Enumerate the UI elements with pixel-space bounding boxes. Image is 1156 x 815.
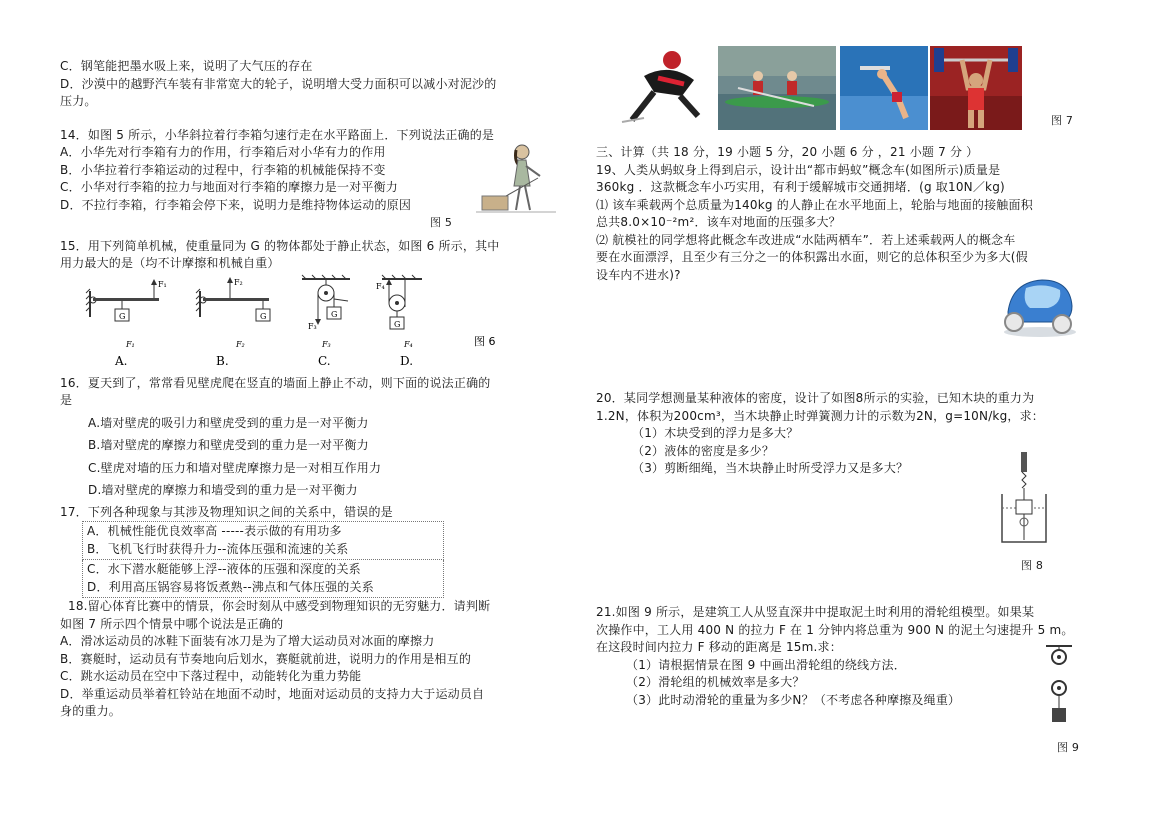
diver-photo xyxy=(840,46,928,130)
q21-block xyxy=(596,604,1096,709)
q14-option-a: A．小华先对行李箱有力的作用，行李箱后对小华有力的作用 xyxy=(60,145,386,159)
figure-9-caption: 图 9 xyxy=(1057,741,1080,754)
q15-option-d: D. xyxy=(400,353,414,368)
q17-option-d: D．利用高压锅容易将饭煮熟--沸点和气体压强的关系 xyxy=(87,579,374,594)
q16-option-a: A.墙对壁虎的吸引力和壁虎受到的重力是一对平衡力 xyxy=(88,415,369,430)
q14-stem: 14．如图 5 所示，小华斜拉着行李箱匀速行走在水平路面上．下列说法正确的是 xyxy=(60,127,495,142)
girl-with-luggage-illustration xyxy=(476,140,558,216)
right-column xyxy=(596,0,1096,815)
pulley-3-icon xyxy=(302,275,350,325)
q15-option-a: A. xyxy=(115,353,128,368)
g2-label: G xyxy=(260,311,267,321)
q19-stem: 19、人类从蚂蚁身上得到启示，设计出“都市蚂蚁”概念车(如图所示)质量是 xyxy=(596,162,1001,177)
figure-8-caption: 图 8 xyxy=(1021,559,1044,572)
f1-label: F₁ xyxy=(158,279,167,289)
q21-stem-cont: 次操作中，工人用 400 N 的拉力 F 在 1 分钟内将总重为 900 N 的泥土匀速提升 5 m。 xyxy=(596,622,1074,637)
q16-option-c: C.壁虎对墙的压力和墙对壁虎摩擦力是一对相互作用力 xyxy=(88,460,382,475)
q17-option-c: C．水下潜水艇能够上浮--液体的压强和深度的关系 xyxy=(87,562,361,576)
q21-sub-2: （2）滑轮组的机械效率是多大？ xyxy=(626,675,805,689)
f3-label: F₃ xyxy=(308,321,317,331)
q18-option-c: C．跳水运动员在空中下落过程中，动能转化为重力势能 xyxy=(60,669,362,683)
g3-label: G xyxy=(331,309,338,319)
q21-stem: 21.如图 9 所示，是建筑工人从竖直深井中提取泥土时利用的滑轮组模型。如果某 xyxy=(596,605,1035,619)
q15-option-b: B. xyxy=(216,353,229,368)
q19-sub-2: ⑵ 航模社的同学想将此概念车改进成“水陆两栖车”．若上述乘载两人的概念车 xyxy=(596,232,1016,247)
figure-6 xyxy=(60,273,560,369)
pulley-4-icon xyxy=(382,275,422,329)
q15-stem: 15．用下列简单机械，使重量同为 G 的物体都处于静止状态，如图 6 所示，其中 xyxy=(60,238,500,253)
q20-sub-1: （1）木块受到的浮力是多大？ xyxy=(632,426,799,440)
q17-box-1 xyxy=(82,521,444,560)
figure-6-caption: 图 6 xyxy=(474,334,496,348)
q14-option-d: D．不拉行李箱，行李箱会停下来，说明力是维持物体运动的原因 xyxy=(60,197,412,212)
q13-option-d-cont: 压力。 xyxy=(60,94,97,108)
f2-label: F₂ xyxy=(234,277,243,287)
q18-option-d-cont: 身的重力。 xyxy=(60,704,122,718)
figure-7-caption: 图 7 xyxy=(1051,114,1074,127)
q15-stem-cont: 用力最大的是（均不计摩擦和机械自重） xyxy=(60,256,280,270)
q18-option-a: A．滑冰运动员的冰鞋下面装有冰刀是为了增大运动员对冰面的摩擦力 xyxy=(60,634,435,648)
q18-option-d: D．举重运动员举着杠铃站在地面不动时，地面对运动员的支持力大于运动员自 xyxy=(60,686,485,701)
q18-stem: 18.留心体育比赛中的情景，你会时刻从中感受到物理知识的无穷魅力．请判断 xyxy=(68,599,491,613)
lever-2-icon xyxy=(196,277,270,321)
q19-sub-2-cont2: 设车内不进水)? xyxy=(596,267,681,282)
q20-stem: 20．某同学想测量某种液体的密度，设计了如图8所示的实验，已知木块的重力为 xyxy=(596,391,1035,405)
q16-stem-cont: 是 xyxy=(60,393,73,407)
q19-sub-1: ⑴ 该车乘载两个总质量为140kg 的人静止在水平地面上，轮胎与地面的接触面积 xyxy=(596,197,1033,212)
q15-option-c: C. xyxy=(318,353,331,368)
q14-option-b: B．小华拉着行李箱运动的过程中，行李箱的机械能保持不变 xyxy=(60,162,386,177)
q19-stem-cont: 360kg ．这款概念车小巧实用，有利于缓解城市交通拥堵．(g 取10N／kg) xyxy=(596,180,1005,194)
speed-skater-photo xyxy=(614,46,714,130)
f1-caption: F₁ xyxy=(126,339,135,349)
simple-machines-diagram xyxy=(60,273,560,369)
q14-option-c: C．小华对行李箱的拉力与地面对行李箱的摩擦力是一对平衡力 xyxy=(60,180,398,194)
q17-option-a: A．机械性能优良效率高 -----表示做的有用功多 xyxy=(87,524,342,538)
q13-option-d: D．沙漠中的越野汽车装有非常宽大的轮子，说明增大受力面积可以减小对泥沙的 xyxy=(60,76,497,91)
q18-option-b: B．赛艇时，运动员有节奏地向后划水，赛艇就前进，说明力的作用是相互的 xyxy=(60,651,472,666)
q17-box-2 xyxy=(82,560,444,598)
q16-stem: 16．夏天到了，常常看见壁虎爬在竖直的墙面上静止不动，则下面的说法正确的 xyxy=(60,375,491,390)
q16-option-b: B.墙对壁虎的摩擦力和壁虎受到的重力是一对平衡力 xyxy=(88,438,369,452)
q21-sub-3: （3）此时动滑轮的重量为多少N？（不考虑各种摩擦及绳重） xyxy=(626,692,961,707)
calculation-section xyxy=(596,144,1096,284)
f4-label: F₄ xyxy=(376,281,385,291)
concept-car-image xyxy=(996,272,1080,340)
q16-option-d: D.墙对壁虎的摩擦力和墙受到的重力是一对平衡力 xyxy=(88,483,358,497)
f3-caption: F₃ xyxy=(322,339,331,349)
figure-5-caption: 图 5 xyxy=(430,216,453,229)
q17-stem: 17．下列各种现象与其涉及物理知识之间的关系中，错误的是 xyxy=(60,504,393,519)
q21-stem-cont2: 在这段时间内拉力 F 移动的距离是 15m.求： xyxy=(596,640,842,654)
g4-label: G xyxy=(394,319,401,329)
rowing-photo xyxy=(718,46,836,130)
section-3-heading: 三、计算（共 18 分，19 小题 5 分，20 小题 6 分 ，21 小题 7 分 ） xyxy=(596,145,979,159)
f2-caption: F₂ xyxy=(236,339,245,349)
q18-stem-cont: 如图 7 所示四个情景中哪个说法是正确的 xyxy=(60,616,284,631)
q20-sub-2: （2）液体的密度是多少？ xyxy=(632,443,775,458)
q17-option-b: B．飞机飞行时获得升力--流体压强和流速的关系 xyxy=(87,541,349,556)
q13-option-c: C．钢笔能把墨水吸上来，说明了大气压的存在 xyxy=(60,59,313,73)
q20-sub-3: （3）剪断细绳，当木块静止时所受浮力又是多大？ xyxy=(632,461,909,475)
g1-label: G xyxy=(119,311,126,321)
pulley-group-diagram xyxy=(1044,642,1074,734)
beaker-spring-scale-diagram xyxy=(998,450,1050,546)
q19-sub-1-cont: 总共8.0×10⁻²m²．该车对地面的压强多大？ xyxy=(596,215,841,229)
f4-caption: F₄ xyxy=(404,339,413,349)
q21-sub-1: （1）请根据情景在图 9 中画出滑轮组的绕线方法． xyxy=(626,657,906,672)
q19-sub-2-cont: 要在水面漂浮，且至少有三分之一的体积露出水面，则它的总体积至少为多大(假 xyxy=(596,250,1028,264)
q20-stem-cont: 1.2N，体积为200cm³，当木块静止时弹簧测力计的示数为2N，g=10N/kg，求： xyxy=(596,408,1045,423)
weightlifter-photo xyxy=(930,46,1022,130)
